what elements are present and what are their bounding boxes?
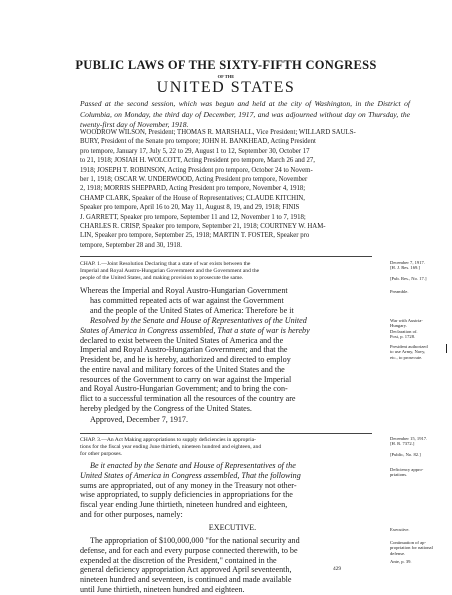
enact-line: wise appropriated, to supply deficiencies in appropriations for the: [80, 490, 293, 500]
officers-line: 1918; JOSEPH T. ROBINSON, Acting President pro tempore, October 24 to Novem-: [80, 166, 313, 174]
chapter-1-header-line: Imperial and Royal Austro-Hungarian Government and the Government and the: [80, 267, 260, 274]
of-the-label: OF THE: [217, 74, 235, 79]
enact-line: and for other purposes, namely:: [80, 509, 183, 519]
whereas-line: Whereas the Imperial and Royal Austro-Hungarian Government: [80, 286, 288, 295]
side-note-line: December 7, 1917.: [390, 260, 425, 265]
side-note-line: etc., to prosecute.: [390, 354, 423, 360]
side-note-line: Hungary.: [390, 323, 407, 329]
approp-line: nineteen hundred and seventeen, is continued and made available: [80, 575, 292, 584]
side-note-line: Declaration of.: [390, 328, 418, 334]
officers-line: BURY, President of the Senate pro tempore; JOHN H. BANKHEAD, Acting President: [80, 138, 316, 146]
resolved-line: Imperial and Royal Austro-Hungarian Government; and that the: [80, 345, 288, 355]
side-note-line: Post, p. 1728.: [390, 334, 416, 340]
side-note-line: to use Army, Navy,: [390, 349, 426, 355]
margin-mark: [446, 344, 447, 353]
officers-line: tempore, September 28 and 30, 1918.: [80, 241, 182, 249]
resolved-line: the entire naval and military forces of the United States and the: [80, 364, 285, 374]
side-note-line: December 15, 1917.: [390, 436, 428, 441]
officers-line: Speaker pro tempore, April 16 to 20, May 11, August 8, 19, and 29, 1918; FINIS: [80, 204, 300, 212]
officers-paragraph: [80, 128, 422, 250]
resolved-line: flict to a successful termination all the resources of the country are: [80, 394, 296, 403]
side-note-line: President authorized: [390, 344, 428, 349]
side-note-line: Deficiency appro-: [390, 467, 424, 472]
enact-line: United States of America in Congress assembled, That the following: [80, 470, 301, 480]
side-note-line: War with Austria-: [390, 318, 423, 323]
chapter-1-public-resolution: [Pub. Res., No. 17.]: [390, 276, 427, 281]
chapter-3-header-line: for other purposes.: [80, 450, 123, 457]
resolved-line: and Royal Austro-Hungarian Government; and to bring the con-: [80, 384, 288, 394]
side-note-line: defense.: [390, 550, 406, 556]
enact-line: fiscal year ending June thirtieth, nineteen hundred and eighteen,: [80, 500, 288, 509]
approp-line: The appropriation of $100,000,000 "for the national security and: [90, 536, 300, 545]
officers-line: to 21, 1918; JOSIAH H. WOLCOTT, Acting President pro tempore, March 26 and 27,: [80, 157, 315, 165]
nation-heading: UNITED STATES: [156, 79, 296, 96]
chapter-1-approval: Approved, December 7, 1917.: [90, 415, 188, 424]
executive-note: Executive.: [390, 527, 410, 532]
whereas-line: has committed repeated acts of war against the Government: [90, 295, 284, 305]
officers-line: LIN, Speaker pro tempore, September 25, 1918; MARTIN T. FOSTER, Speaker pro: [80, 232, 310, 240]
whereas-clause: [80, 286, 385, 315]
officers-line: 2, 1918; MORRIS SHEPPARD, Acting President pro tempore, November 4, 1918;: [80, 185, 306, 193]
side-note-line: Continuation of ap-: [390, 540, 426, 545]
section-divider: [80, 256, 372, 257]
session-intro: Passed at the second session, which was begun and held at the city of Washington, in the District of Columbia, on Monday, the third day of December, 1917, and was adjourned without day on Thursday, the twenty-first day of November, 1918.: [80, 99, 410, 129]
chapter-1-header: [80, 261, 380, 281]
chapter-3-public-law: [Public, No. 82.]: [390, 452, 421, 457]
preamble-note: Preamble.: [390, 289, 409, 294]
whereas-line: and the people of the United States of America: Therefore be it: [90, 305, 294, 315]
approp-line: defense, and for each and every purpose connected therewith, to be: [80, 545, 298, 555]
enacting-clause: [80, 461, 385, 520]
chapter-3-date-note: [390, 436, 450, 447]
resolved-line: President be, and he is hereby, authorized and directed to employ: [80, 355, 291, 364]
approp-line: general deficiency appropriation Act approved April seventeenth,: [80, 565, 292, 575]
officers-line: ber 1, 1918; OSCAR W. UNDERWOOD, Acting President pro tempore, November: [80, 176, 308, 184]
enact-line: Be it enacted by the Senate and House of Representatives of the: [90, 461, 296, 470]
side-note-line: [H. J. Res. 169.]: [390, 265, 420, 271]
section-divider: [80, 433, 372, 434]
officers-line: J. GARRETT, Speaker pro tempore, September 11 and 12, November 1 to 7, 1918;: [80, 213, 306, 221]
approp-line: expended at the discretion of the President," contained in the: [80, 555, 277, 565]
executive-heading: EXECUTIVE.: [208, 523, 257, 532]
resolved-line: States of America in Congress assembled, That a state of war is hereby: [80, 325, 310, 335]
war-declaration-note: [390, 318, 450, 340]
side-note-line: [H. R. 7372.]: [390, 441, 415, 447]
chapter-3-header-line: tions for the fiscal year ending June thirtieth, nineteen hundred and eighteen, and: [80, 443, 262, 450]
resolved-clause: [80, 316, 385, 414]
resolved-line: declared to exist between the United States of America and the: [80, 335, 284, 345]
president-authorized-note: [390, 344, 450, 360]
ante-reference: Ante, p. 39.: [390, 559, 412, 564]
resolved-line: Resolved by the Senate and House of Representatives of the United: [90, 316, 307, 325]
chapter-1-header-line: people of the United States, and making provision to prosecute the same.: [80, 274, 244, 281]
deficiency-appropriations-note: [390, 467, 450, 478]
page-title: PUBLIC LAWS OF THE SIXTY-FIFTH CONGRESS: [75, 58, 377, 72]
chapter-3-header: [80, 437, 380, 457]
officers-line: CHARLES R. CRISP, Speaker pro tempore, September 21, 1918; COURTNEY W. HAM-: [80, 223, 326, 231]
page-number: 429: [333, 566, 342, 572]
side-note-line: propriation for national: [390, 545, 433, 551]
officers-line: pro tempore, January 17, July 5, 22 to 29, August 1 to 12, September 30, October 17: [80, 147, 310, 155]
enact-line: sums are appropriated, out of any money in the Treasury not other-: [80, 480, 297, 490]
chapter-1-date-note: [390, 260, 450, 271]
chapter-3-header-line: CHAP. 3.—An Act Making appropriations to supply deficiencies in appropria-: [80, 437, 257, 443]
approp-line: until June thirtieth, nineteen hundred and eighteen.: [80, 584, 245, 594]
chapter-1-header-line: CHAP. 1.—Joint Resolution Declaring that a state of war exists between the: [80, 261, 251, 267]
continuation-note: [390, 540, 450, 556]
resolved-line: hereby pledged by the Congress of the United States.: [80, 403, 252, 413]
resolved-line: resources of the Government to carry on war against the Imperial: [80, 374, 292, 384]
officers-line: CHAMP CLARK, Speaker of the House of Representatives; CLAUDE KITCHIN,: [80, 194, 305, 202]
officers-line: WOODROW WILSON, President; THOMAS R. MARSHALL, Vice President; WILLARD SAULS-: [80, 129, 356, 136]
side-note-line: priations.: [390, 472, 408, 478]
